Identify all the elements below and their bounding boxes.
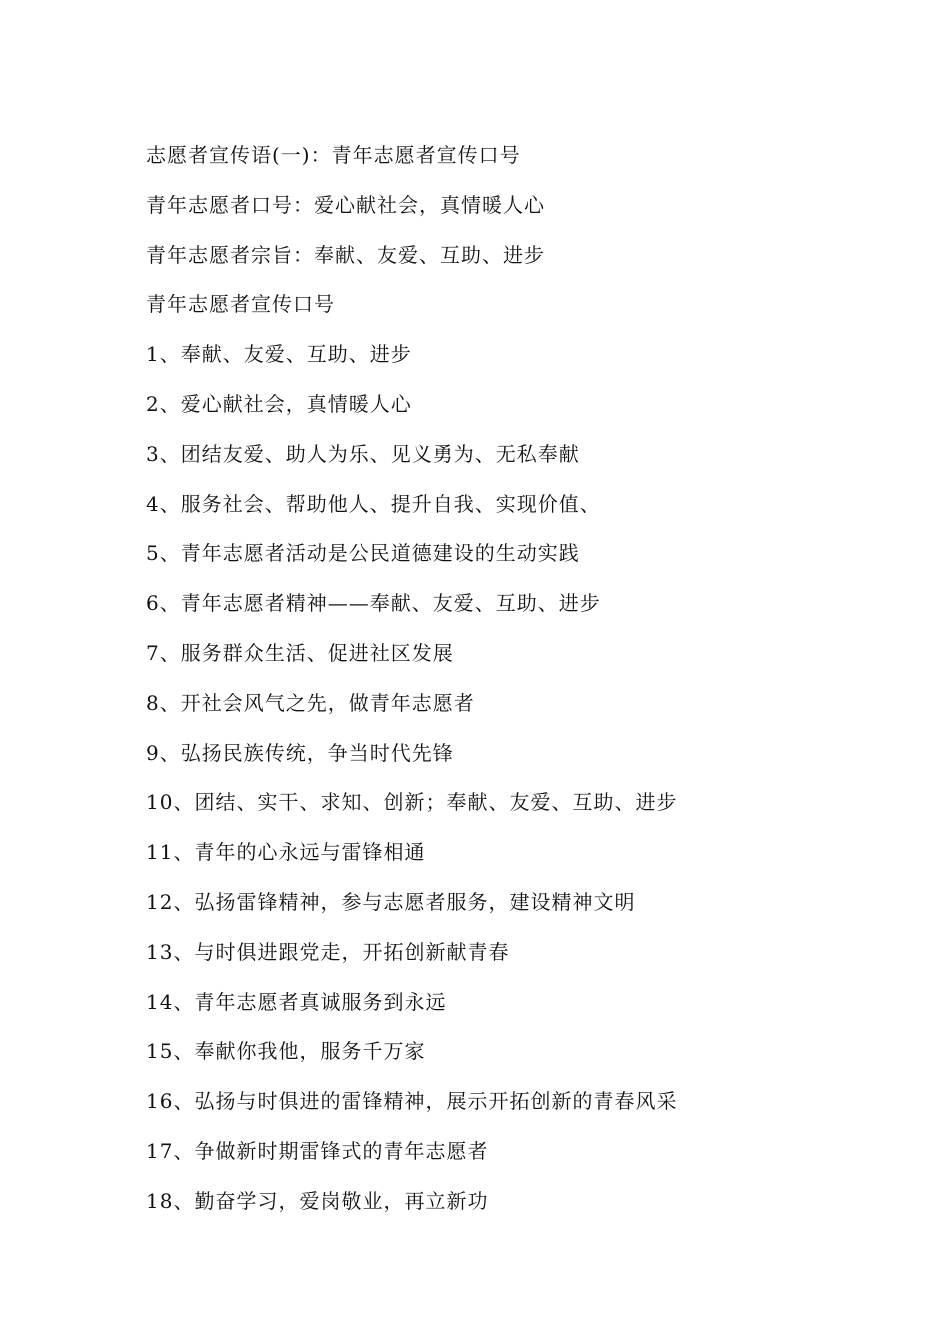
- document-title: 志愿者宣传语(一)：青年志愿者宣传口号: [146, 143, 521, 167]
- list-item: 5、青年志愿者活动是公民道德建设的生动实践: [146, 541, 580, 566]
- list-item: 11、青年的心永远与雷锋相通: [146, 840, 426, 865]
- document-body: [146, 131, 846, 1227]
- list-item: 3、团结友爱、助人为乐、见义勇为、无私奉献: [146, 441, 580, 466]
- list-item: 1、奉献、友爱、互助、进步: [146, 342, 412, 367]
- list-item: 14、青年志愿者真诚服务到永远: [146, 989, 447, 1014]
- list-item: 15、奉献你我他，服务千万家: [146, 1039, 426, 1064]
- list-item: 9、弘扬民族传统，争当时代先锋: [146, 740, 454, 765]
- list-item: 10、团结、实干、求知、创新；奉献、友爱、互助、进步: [146, 790, 678, 815]
- slogan-line: 青年志愿者口号：爱心献社会，真情暖人心: [146, 192, 545, 217]
- list-item: 4、服务社会、帮助他人、提升自我、实现价值、: [146, 491, 601, 516]
- list-item: 6、青年志愿者精神——奉献、友爱、互助、进步: [146, 591, 601, 616]
- list-item: 17、争做新时期雷锋式的青年志愿者: [146, 1138, 489, 1163]
- list-item: 12、弘扬雷锋精神，参与志愿者服务，建设精神文明: [146, 889, 636, 914]
- list-item: 2、爱心献社会，真情暖人心: [146, 391, 412, 416]
- list-item: 8、开社会风气之先，做青年志愿者: [146, 690, 475, 715]
- list-item: 7、服务群众生活、促进社区发展: [146, 640, 454, 665]
- section-heading: 青年志愿者宣传口号: [146, 292, 335, 317]
- purpose-line: 青年志愿者宗旨：奉献、友爱、互助、进步: [146, 242, 545, 267]
- list-item: 16、弘扬与时俱进的雷锋精神，展示开拓创新的青春风采: [146, 1089, 678, 1114]
- list-item: 13、与时俱进跟党走，开拓创新献青春: [146, 939, 510, 964]
- list-item: 18、勤奋学习，爱岗敬业，再立新功: [146, 1188, 489, 1213]
